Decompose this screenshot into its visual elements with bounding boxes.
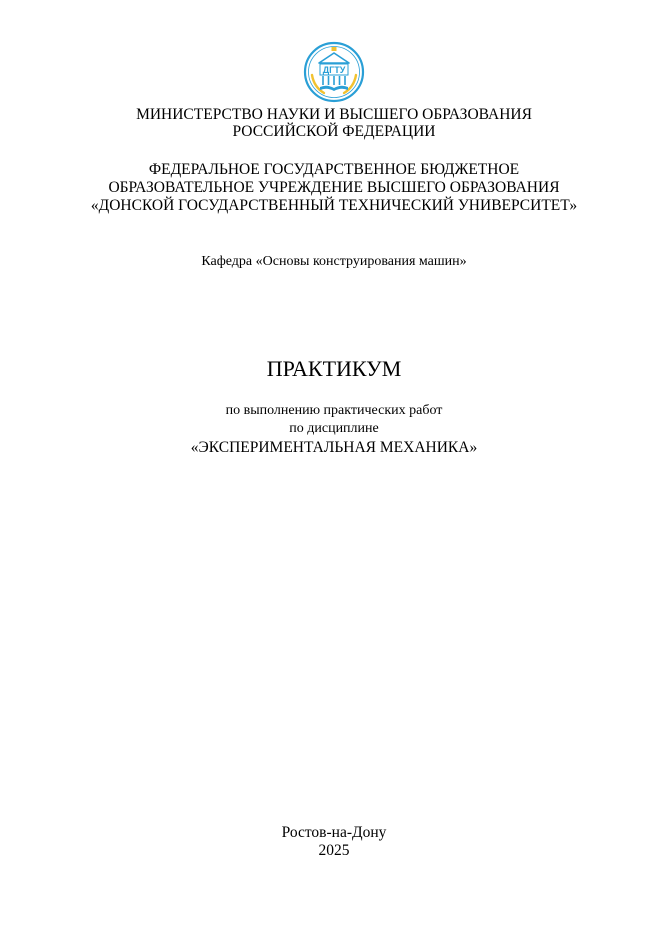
university-logo-icon <box>303 41 365 103</box>
subtitle-line-1: по выполнению практических работ <box>225 403 443 418</box>
subtitle-line-2: по дисциплине <box>289 421 379 436</box>
ministry-line-1: МИНИСТЕРСТВО НАУКИ И ВЫСШЕГО ОБРАЗОВАНИЯ <box>136 106 532 123</box>
publication-year: 2025 <box>318 842 350 859</box>
university-line-3: «ДОНСКОЙ ГОСУДАРСТВЕННЫЙ ТЕХНИЧЕСКИЙ УНИВЕРСИТЕТ» <box>90 197 578 214</box>
logo-text: ДГТУ <box>322 65 346 75</box>
department-name: Кафедра «Основы конструирования машин» <box>201 254 467 269</box>
city-name: Ростов-на-Дону <box>281 824 387 841</box>
university-line-1: ФЕДЕРАЛЬНОЕ ГОСУДАРСТВЕННОЕ БЮДЖЕТНОЕ <box>148 161 520 178</box>
document-title: ПРАКТИКУМ <box>266 356 402 381</box>
university-line-2: ОБРАЗОВАТЕЛЬНОЕ УЧРЕЖДЕНИЕ ВЫСШЕГО ОБРАЗОВАНИЯ <box>108 179 560 196</box>
discipline-name: «ЭКСПЕРИМЕНТАЛЬНАЯ МЕХАНИКА» <box>190 439 478 456</box>
ministry-line-2: РОССИЙСКОЙ ФЕДЕРАЦИИ <box>232 123 436 140</box>
